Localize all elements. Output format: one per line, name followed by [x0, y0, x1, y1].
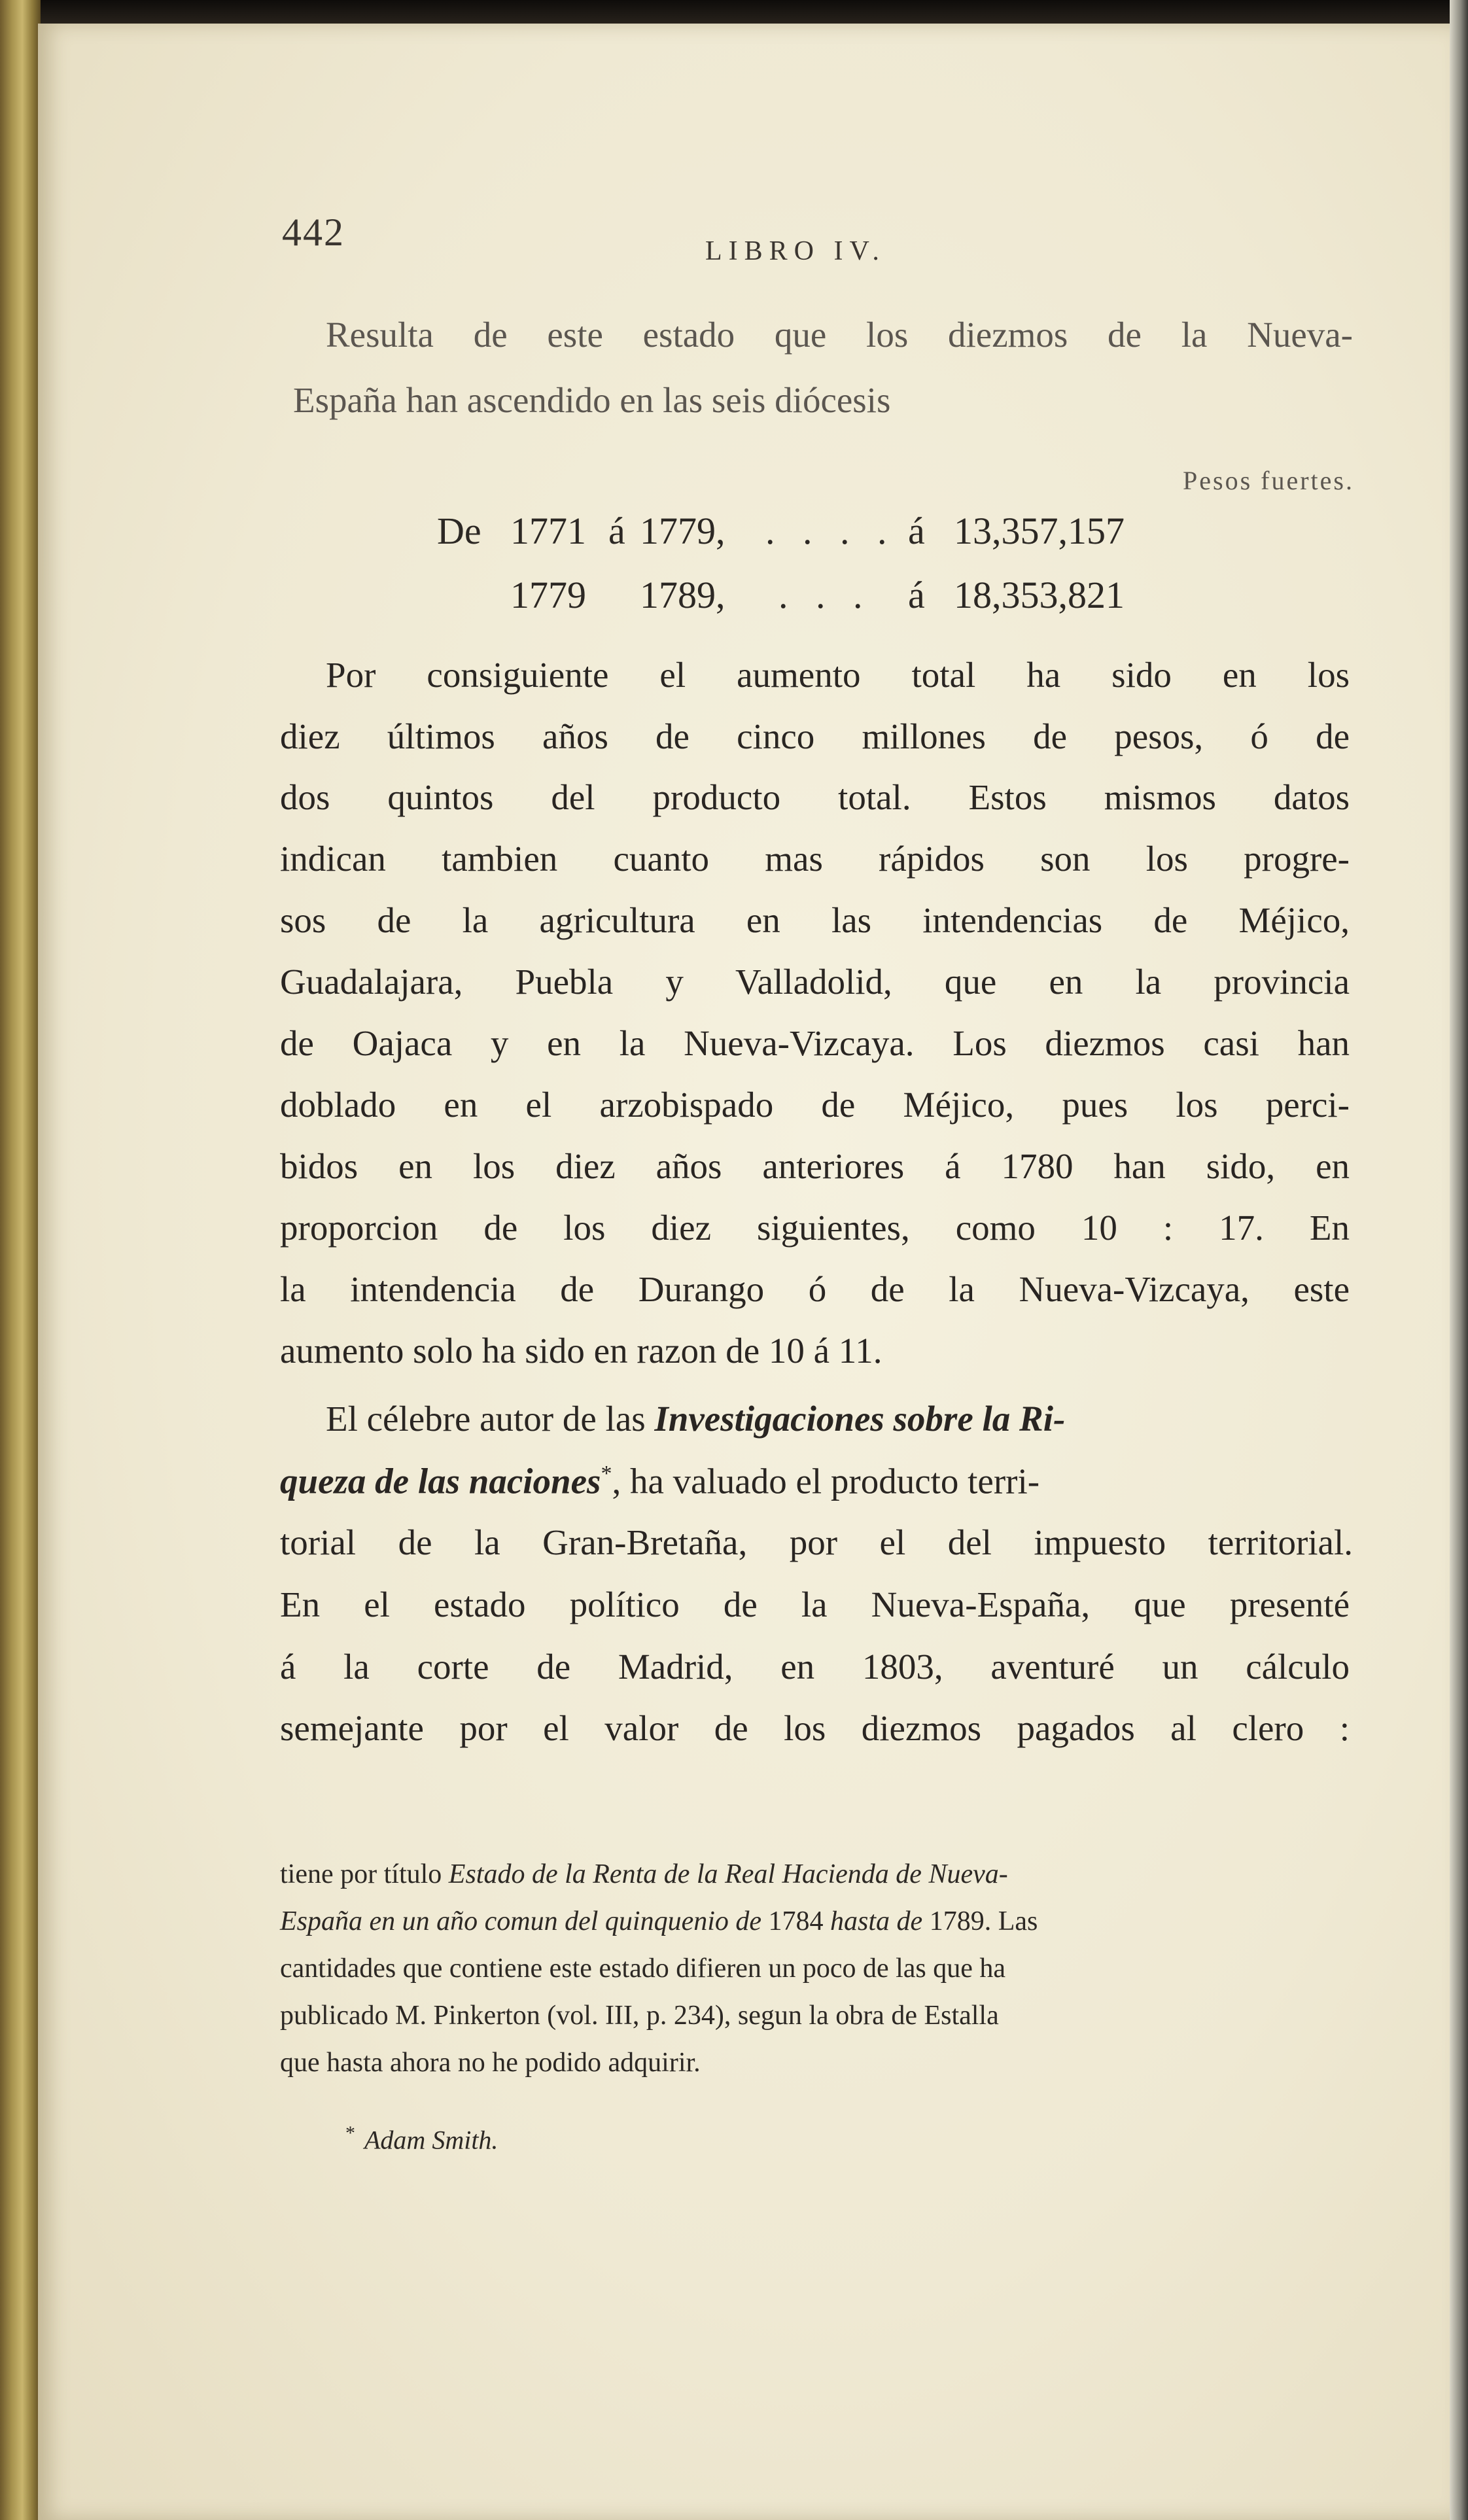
book-title-italic: queza de las naciones	[280, 1461, 601, 1501]
row-sep: á	[608, 510, 625, 552]
book-page	[38, 24, 1451, 2520]
scan-right-edge	[1450, 0, 1468, 2520]
paragraph-line	[280, 1463, 1040, 1499]
text-run: tiene por título	[280, 1859, 449, 1889]
row-dots: . . .	[778, 574, 872, 616]
paragraph-line: indican tambien cuanto mas rápidos son los progre-	[280, 839, 1350, 879]
row-dots: . . . .	[765, 510, 896, 552]
page-content	[38, 24, 1451, 2520]
footnote-name: Adam Smith.	[364, 2125, 498, 2155]
paragraph-line: semejante por el valor de los diezmos pagados al clero :	[280, 1708, 1350, 1748]
row-prefix: De	[437, 510, 481, 552]
paragraph-line: aumento solo ha sido en razon de 10 á 11.	[280, 1331, 883, 1371]
row-a: á	[908, 574, 925, 616]
footnote-attribution	[345, 2122, 498, 2155]
footnote-line: publicado M. Pinkerton (vol. III, p. 234), segun la obra de Estalla	[280, 2001, 999, 2031]
paragraph-line: dos quintos del producto total. Estos mismos datos	[280, 777, 1350, 817]
text-run: 1784	[761, 1906, 831, 1936]
book-title-italic: Investigaciones sobre la Ri-	[654, 1399, 1066, 1439]
text-run: , ha valuado el producto terri-	[612, 1461, 1040, 1501]
paragraph-line: torial de la Gran-Bretaña, por el del impuesto territorial.	[280, 1522, 1353, 1562]
footnote-marker: *	[601, 1461, 612, 1486]
row-amount: 13,357,157	[954, 510, 1125, 552]
row-from: 1779	[510, 574, 586, 616]
paragraph-line: diez últimos años de cinco millones de pesos, ó de	[280, 716, 1350, 756]
page-number: 442	[282, 211, 345, 254]
paragraph-line: Por consiguiente el aumento total ha sido en los	[326, 655, 1350, 695]
text-run: El célebre autor de las	[326, 1399, 655, 1439]
paragraph-line: proporcion de los diez siguientes, como 10 : 17. En	[280, 1208, 1350, 1248]
book-binding	[0, 0, 41, 2520]
italic-run: hasta de	[830, 1906, 923, 1936]
paragraph-line: la intendencia de Durango ó de la Nueva-Vizcaya, este	[280, 1269, 1350, 1309]
footnote-line	[280, 1908, 1038, 1935]
italic-run: España en un año comun del quinquenio de	[280, 1906, 762, 1936]
italic-run: Estado de la Renta de la Real Hacienda de Nueva-	[448, 1859, 1008, 1889]
intro-line-2: España han ascendido en las seis diócesis	[293, 380, 891, 420]
paragraph-line: de Oajaca y en la Nueva-Vizcaya. Los diezmos casi han	[280, 1023, 1350, 1063]
running-head: LIBRO IV.	[705, 236, 886, 266]
scan-top-edge	[0, 0, 1468, 26]
intro-line-1: Resulta de este estado que los diezmos de la Nueva-	[326, 315, 1353, 355]
footnote-marker: *	[345, 2122, 355, 2144]
table-unit-label: Pesos fuertes.	[1183, 466, 1354, 495]
paragraph-line: á la corte de Madrid, en 1803, aventuré un cálculo	[280, 1647, 1350, 1687]
footnote-line: cantidades que contiene este estado difieren un poco de las que ha	[280, 1953, 1006, 1984]
paragraph-line: bidos en los diez años anteriores á 1780 han sido, en	[280, 1146, 1350, 1186]
paragraph-line	[326, 1401, 1065, 1437]
row-to: 1789,	[640, 574, 725, 616]
paragraph-line: sos de la agricultura en las intendencias de Méjico,	[280, 900, 1350, 940]
paragraph-line: Guadalajara, Puebla y Valladolid, que en la provincia	[280, 962, 1350, 1002]
row-amount: 18,353,821	[954, 574, 1125, 616]
row-to: 1779,	[640, 510, 725, 552]
text-run: 1789. Las	[922, 1906, 1038, 1936]
footnote-line: que hasta ahora no he podido adquirir.	[280, 2048, 701, 2078]
row-a: á	[908, 510, 925, 552]
paragraph-line: En el estado político de la Nueva-España, que presenté	[280, 1584, 1350, 1624]
paragraph-line: doblado en el arzobispado de Méjico, pues los perci-	[280, 1085, 1350, 1125]
row-from: 1771	[510, 510, 586, 552]
footnote-line	[280, 1861, 1008, 1888]
